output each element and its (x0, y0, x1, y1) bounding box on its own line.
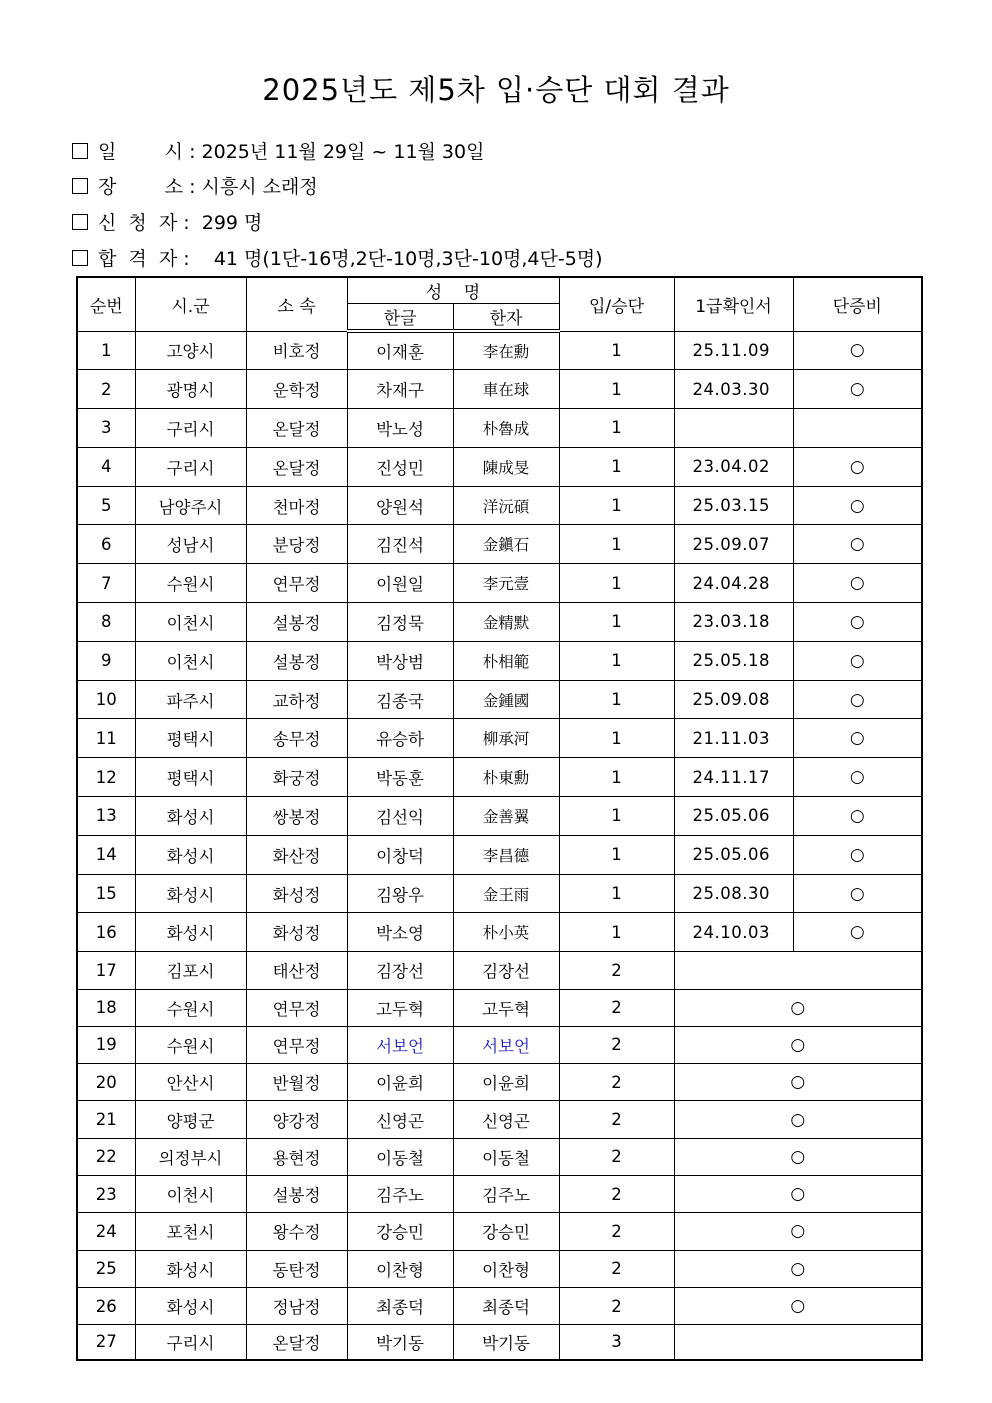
table-cell: 설봉정 (246, 1176, 347, 1213)
table-row (77, 952, 922, 989)
table-cell: 12 (77, 758, 135, 797)
table-cell: 23.04.02 (674, 447, 793, 486)
table-cell: 1 (559, 874, 674, 913)
table-cell: ○ (793, 835, 922, 874)
table-cell: ○ (674, 1176, 922, 1213)
table-cell: 2 (559, 952, 674, 989)
table-cell: 고두혁 (347, 989, 453, 1026)
table-cell: 포천시 (135, 1213, 246, 1250)
table-cell: 이천시 (135, 1176, 246, 1213)
table-cell: 화성정 (246, 913, 347, 952)
table-cell: 설봉정 (246, 641, 347, 680)
table-row (77, 409, 922, 448)
table-cell: 연무정 (246, 1026, 347, 1063)
table-cell: 김장선 (347, 952, 453, 989)
checkbox-icon (72, 214, 88, 230)
table-cell: ○ (793, 447, 922, 486)
table-cell: 김정묵 (347, 603, 453, 642)
header-cert: 1급확인서 (674, 277, 793, 331)
table-cell: 광명시 (135, 370, 246, 409)
table-cell: 이찬형 (453, 1250, 559, 1287)
table-cell: 2 (559, 1101, 674, 1138)
table-cell: 陳成旻 (453, 447, 559, 486)
table-row (77, 1101, 922, 1138)
table-cell: 서보언 (347, 1026, 453, 1063)
table-cell: 李在勳 (453, 331, 559, 370)
info-value: : 299 명 (177, 212, 263, 234)
table-cell: ○ (793, 874, 922, 913)
table-cell: 2 (559, 1138, 674, 1175)
table-row (77, 641, 922, 680)
table-body (77, 331, 922, 1360)
table-cell: 2 (559, 989, 674, 1026)
table-cell: 1 (559, 603, 674, 642)
table-cell: 고양시 (135, 331, 246, 370)
table-cell: 차재구 (347, 370, 453, 409)
info-value: : 시흥시 소래정 (183, 176, 318, 198)
table-cell: 송무정 (246, 719, 347, 758)
table-cell: 15 (77, 874, 135, 913)
table-cell: 1 (559, 758, 674, 797)
table-cell: 온달정 (246, 447, 347, 486)
info-applicants (72, 208, 262, 235)
table-cell: 박상범 (347, 641, 453, 680)
table-cell: 분당정 (246, 525, 347, 564)
info-label: 신 청 자 (98, 212, 178, 234)
table-cell: 25.05.18 (674, 641, 793, 680)
header-hanja: 한자 (453, 304, 559, 332)
table-cell: 정남정 (246, 1287, 347, 1324)
table-row (77, 1250, 922, 1287)
table-cell: ○ (674, 1026, 922, 1063)
table-cell: 화성시 (135, 835, 246, 874)
table-cell: 김왕우 (347, 874, 453, 913)
table-cell: 柳承河 (453, 719, 559, 758)
header-fee: 단증비 (793, 277, 922, 331)
table-cell: 이원일 (347, 564, 453, 603)
table-cell: 1 (559, 447, 674, 486)
table-cell: 26 (77, 1287, 135, 1324)
table-row (77, 1026, 922, 1063)
table-cell: 2 (559, 1064, 674, 1101)
table-cell: 25.03.15 (674, 486, 793, 525)
table-row (77, 1287, 922, 1324)
table-cell: 25.05.06 (674, 797, 793, 836)
table-cell: 유승하 (347, 719, 453, 758)
table-cell: ○ (674, 1213, 922, 1250)
table-cell: 연무정 (246, 564, 347, 603)
table-cell: 25.05.06 (674, 835, 793, 874)
table-cell: 신영곤 (347, 1101, 453, 1138)
table-cell: 25.09.08 (674, 680, 793, 719)
table-cell: 수원시 (135, 1026, 246, 1063)
table-cell: 화궁정 (246, 758, 347, 797)
table-cell: 서보언 (453, 1026, 559, 1063)
table-cell: 신영곤 (453, 1101, 559, 1138)
info-label: 장 소 (98, 176, 184, 198)
table-cell: 교하정 (246, 680, 347, 719)
table-cell: 金鍾國 (453, 680, 559, 719)
table-cell: 운학정 (246, 370, 347, 409)
table-cell: 반월정 (246, 1064, 347, 1101)
table-cell: 1 (559, 797, 674, 836)
table-cell: 이재훈 (347, 331, 453, 370)
table-cell: 비호정 (246, 331, 347, 370)
table-cell: ○ (793, 641, 922, 680)
table-row (77, 680, 922, 719)
table-cell: 1 (559, 525, 674, 564)
table-cell: 박기동 (453, 1325, 559, 1360)
table-cell: 洋沅碩 (453, 486, 559, 525)
table-cell: 1 (559, 913, 674, 952)
table-cell: 쌍봉정 (246, 797, 347, 836)
table-cell: ○ (674, 1101, 922, 1138)
table-cell: 이창덕 (347, 835, 453, 874)
table-cell: 박동훈 (347, 758, 453, 797)
table-cell: 1 (559, 564, 674, 603)
header-dan: 입/승단 (559, 277, 674, 331)
table-cell: 이찬형 (347, 1250, 453, 1287)
table-row (77, 1325, 922, 1360)
table-cell: 11 (77, 719, 135, 758)
table-cell: 화성시 (135, 913, 246, 952)
table-cell: 연무정 (246, 989, 347, 1026)
table-cell: 2 (559, 1176, 674, 1213)
table-cell: 3 (77, 409, 135, 448)
table-cell: ○ (674, 989, 922, 1026)
table-cell: 강승민 (453, 1213, 559, 1250)
table-cell: 수원시 (135, 564, 246, 603)
table-cell: 김주노 (453, 1176, 559, 1213)
table-cell (674, 952, 922, 989)
table-cell: 23 (77, 1176, 135, 1213)
checkbox-icon (72, 250, 88, 266)
table-cell: 金王雨 (453, 874, 559, 913)
info-date (72, 137, 484, 164)
table-cell: 21.11.03 (674, 719, 793, 758)
table-cell: ○ (793, 331, 922, 370)
table-cell: 24.11.17 (674, 758, 793, 797)
table-cell: 24.03.30 (674, 370, 793, 409)
table-cell: 온달정 (246, 409, 347, 448)
table-cell: 23.03.18 (674, 603, 793, 642)
table-cell (674, 1325, 922, 1360)
table-cell: 박노성 (347, 409, 453, 448)
table-cell: ○ (793, 525, 922, 564)
header-no: 순번 (77, 277, 135, 331)
table-cell: 성남시 (135, 525, 246, 564)
table-cell: 21 (77, 1101, 135, 1138)
table-cell: 1 (559, 370, 674, 409)
table-row (77, 603, 922, 642)
table-cell: ○ (793, 370, 922, 409)
table-cell: 3 (559, 1325, 674, 1360)
header-club: 소 속 (246, 277, 347, 331)
table-cell: 양평군 (135, 1101, 246, 1138)
info-place (72, 172, 318, 199)
table-cell: 김진석 (347, 525, 453, 564)
table-row (77, 370, 922, 409)
table-cell: 고두혁 (453, 989, 559, 1026)
table-cell: 화성시 (135, 797, 246, 836)
table-cell: 車在球 (453, 370, 559, 409)
table-cell: 9 (77, 641, 135, 680)
table-row (77, 835, 922, 874)
table-cell: 25.09.07 (674, 525, 793, 564)
table-cell: 이윤희 (453, 1064, 559, 1101)
page-title: 2025년도 제5차 입·승단 대회 결과 (262, 73, 730, 107)
table-cell: 2 (559, 1026, 674, 1063)
table-cell: 안산시 (135, 1064, 246, 1101)
table-cell: 1 (559, 835, 674, 874)
table-cell: ○ (674, 1138, 922, 1175)
table-cell: 김장선 (453, 952, 559, 989)
table-cell: 7 (77, 564, 135, 603)
table-row (77, 1176, 922, 1213)
table-cell: ○ (793, 758, 922, 797)
table-cell: 온달정 (246, 1325, 347, 1360)
table-cell: ○ (674, 1287, 922, 1324)
table-row (77, 874, 922, 913)
table-cell: 천마정 (246, 486, 347, 525)
table-cell: 18 (77, 989, 135, 1026)
header-city: 시.군 (135, 277, 246, 331)
table-cell: 1 (559, 409, 674, 448)
table-cell: 22 (77, 1138, 135, 1175)
table-cell: ○ (793, 486, 922, 525)
table-cell: 태산정 (246, 952, 347, 989)
table-cell: 25.08.30 (674, 874, 793, 913)
table-cell: 김포시 (135, 952, 246, 989)
table-cell: ○ (793, 680, 922, 719)
table-cell: 화성시 (135, 1287, 246, 1324)
table-cell: 朴小英 (453, 913, 559, 952)
table-row (77, 1213, 922, 1250)
table-row (77, 758, 922, 797)
table-row (77, 486, 922, 525)
table-cell: 왕수정 (246, 1213, 347, 1250)
table-row (77, 989, 922, 1026)
table-cell: 설봉정 (246, 603, 347, 642)
table-row (77, 797, 922, 836)
table-cell: ○ (793, 719, 922, 758)
table-cell: 8 (77, 603, 135, 642)
table-cell: 2 (559, 1213, 674, 1250)
table-cell: 24.10.03 (674, 913, 793, 952)
header-hangul: 한글 (347, 304, 453, 332)
table-cell: 양강정 (246, 1101, 347, 1138)
table-cell: 20 (77, 1064, 135, 1101)
info-value: : 2025년 11월 29일 ~ 11월 30일 (183, 141, 485, 163)
results-table (76, 276, 923, 1361)
table-cell: 朴東勳 (453, 758, 559, 797)
table-cell: 4 (77, 447, 135, 486)
table-cell: 의정부시 (135, 1138, 246, 1175)
table-cell: ○ (793, 564, 922, 603)
info-value: : 41 명(1단-16명,2단-10명,3단-10명,4단-5명) (177, 248, 603, 270)
table-cell: 김종국 (347, 680, 453, 719)
table-cell: 김주노 (347, 1176, 453, 1213)
table-row (77, 1138, 922, 1175)
table-cell: 金精默 (453, 603, 559, 642)
table-cell: 19 (77, 1026, 135, 1063)
table-cell: 김선익 (347, 797, 453, 836)
table-cell: 진성민 (347, 447, 453, 486)
table-cell: 2 (77, 370, 135, 409)
table-cell: 10 (77, 680, 135, 719)
table-cell: 6 (77, 525, 135, 564)
table-cell: 14 (77, 835, 135, 874)
table-cell: 이동철 (453, 1138, 559, 1175)
table-cell: 2 (559, 1287, 674, 1324)
info-passed (72, 244, 603, 271)
table-cell: 1 (559, 641, 674, 680)
table-cell: 24.04.28 (674, 564, 793, 603)
table-cell: 24 (77, 1213, 135, 1250)
checkbox-icon (72, 143, 88, 159)
table-cell: 李昌德 (453, 835, 559, 874)
table-cell: 화성정 (246, 874, 347, 913)
table-cell: ○ (793, 913, 922, 952)
table-cell: 27 (77, 1325, 135, 1360)
checkbox-icon (72, 178, 88, 194)
table-cell (793, 409, 922, 448)
table-cell: 파주시 (135, 680, 246, 719)
table-cell: 1 (559, 486, 674, 525)
table-row (77, 564, 922, 603)
table-cell: 朴魯成 (453, 409, 559, 448)
table-cell: 수원시 (135, 989, 246, 1026)
table-cell: 최종덕 (453, 1287, 559, 1324)
table-row (77, 525, 922, 564)
table-row (77, 331, 922, 370)
table-cell: 최종덕 (347, 1287, 453, 1324)
table-cell: 동탄정 (246, 1250, 347, 1287)
table-row (77, 1064, 922, 1101)
table-cell: 박기동 (347, 1325, 453, 1360)
table-cell: 화산정 (246, 835, 347, 874)
table-cell: 박소영 (347, 913, 453, 952)
table-cell: 이천시 (135, 641, 246, 680)
table-cell: ○ (674, 1064, 922, 1101)
table-cell: 13 (77, 797, 135, 836)
table-cell: 17 (77, 952, 135, 989)
table-cell: 이천시 (135, 603, 246, 642)
table-cell: 용현정 (246, 1138, 347, 1175)
table-cell: 1 (559, 680, 674, 719)
table-cell: 金善翼 (453, 797, 559, 836)
table-cell: 1 (559, 719, 674, 758)
table-cell: 金鎭石 (453, 525, 559, 564)
table-cell: 평택시 (135, 719, 246, 758)
table-cell: 구리시 (135, 1325, 246, 1360)
table-cell (674, 409, 793, 448)
table-cell: 2 (559, 1250, 674, 1287)
table-cell: 화성시 (135, 1250, 246, 1287)
header-name: 성 명 (347, 277, 559, 304)
table-cell: ○ (674, 1250, 922, 1287)
table-cell: 이동철 (347, 1138, 453, 1175)
table-cell: 李元壹 (453, 564, 559, 603)
table-row (77, 447, 922, 486)
info-label: 일 시 (98, 141, 184, 163)
table-cell: 1 (559, 331, 674, 370)
table-cell: 5 (77, 486, 135, 525)
table-cell: 朴相範 (453, 641, 559, 680)
info-label: 합 격 자 (98, 248, 178, 270)
table-cell: 남양주시 (135, 486, 246, 525)
table-cell: 25.11.09 (674, 331, 793, 370)
table-cell: 1 (77, 331, 135, 370)
table-cell: 25 (77, 1250, 135, 1287)
table-cell: 화성시 (135, 874, 246, 913)
table-cell: 평택시 (135, 758, 246, 797)
table-cell: 구리시 (135, 447, 246, 486)
table-cell: 강승민 (347, 1213, 453, 1250)
table-cell: 16 (77, 913, 135, 952)
table-cell: 이윤희 (347, 1064, 453, 1101)
table-cell: ○ (793, 603, 922, 642)
table-cell: ○ (793, 797, 922, 836)
table-cell: 양원석 (347, 486, 453, 525)
table-cell: 구리시 (135, 409, 246, 448)
table-row (77, 719, 922, 758)
table-row (77, 913, 922, 952)
